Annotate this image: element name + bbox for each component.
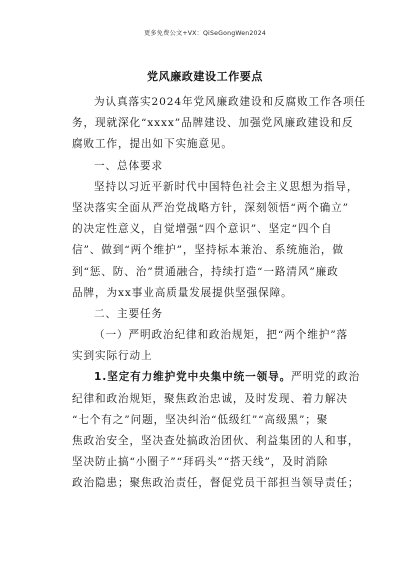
document-body — [72, 92, 366, 495]
paragraph-line: 纪律和政治规矩，聚焦政治忠诚，及时发现、着力解决 — [72, 392, 348, 405]
item-line — [72, 367, 361, 388]
paragraph-line: 坚决落实全面从严治党战略方针，深刻领悟“两个确立” — [72, 201, 349, 214]
section-heading: 二、主要任务 — [94, 307, 163, 320]
paragraph-line: 坚持以习近平新时代中国特色社会主义思想为指导， — [94, 180, 359, 193]
paragraph-line: 的决定性意义，自觉增强“四个意识”、坚定“四个自 — [72, 223, 333, 236]
subsection-heading: （一）严明政治纪律和政治规矩，把“两个维护”落 — [94, 329, 348, 342]
paragraph-line: “七个有之”问题，坚决纠治“低级红”“高级黑”；聚 — [72, 413, 329, 426]
subsection-heading-cont: 实到实际行动上 — [72, 350, 153, 363]
paragraph-line: 信”、做到“两个维护”，坚持标本兼治、系统施治，做 — [72, 244, 344, 257]
paragraph-line: 品牌，为xx事业高质量发展提供坚强保障。 — [72, 286, 293, 299]
item-heading: 1.坚定有力维护党中央集中统一领导。 — [94, 371, 292, 384]
section-heading: 一、总体要求 — [94, 159, 163, 172]
paragraph-line: 腐败工作，提出如下实施意见。 — [72, 138, 233, 151]
document-title: 党风廉政建设工作要点 — [147, 70, 263, 83]
header-note: 更多免费公文+VX：QiSeGongWen2024 — [144, 30, 266, 37]
paragraph-line: 到“惩、防、治”贯通融合，持续打造“一路清风”廉政 — [72, 265, 339, 278]
paragraph-line: 为认真落实2024年党风廉政建设和反腐败工作各项任 — [94, 96, 366, 108]
paragraph-line: 务，现就深化“xxxx”品牌建设、加强党风廉政建设和反 — [72, 117, 354, 130]
paragraph-line: 焦政治安全，坚决查处搞政治团伙、利益集团的人和事， — [72, 435, 360, 447]
item-text: 严明党的政治 — [291, 371, 361, 384]
paragraph-line: 政治隐患；聚焦政治责任，督促党员干部担当领导责任； — [72, 477, 360, 490]
paragraph-line: 坚决防止搞“小圈子”“拜码头”“搭天线”，及时消除 — [72, 456, 329, 469]
